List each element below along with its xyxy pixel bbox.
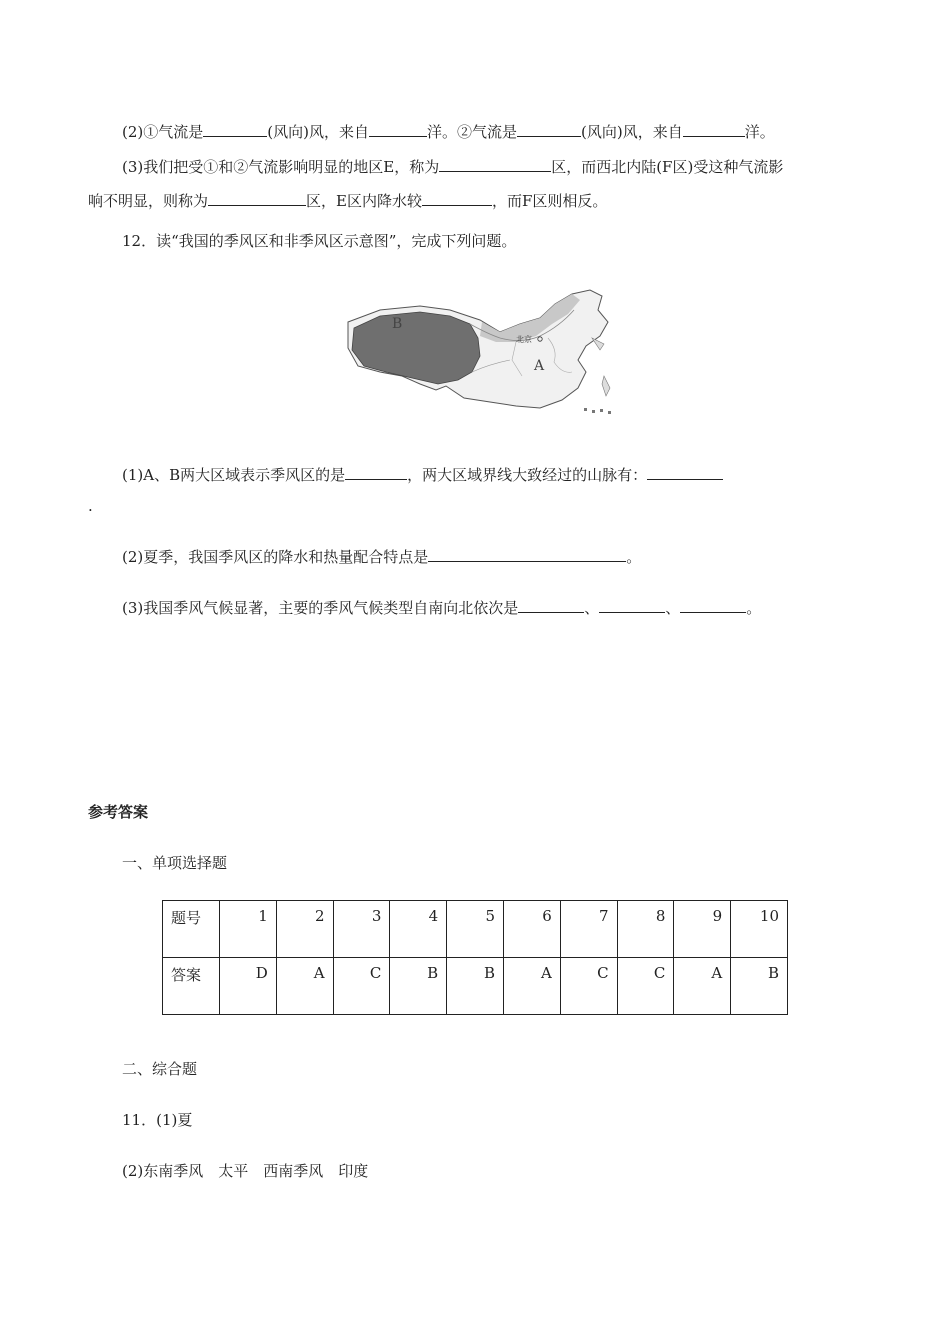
- answer-blank[interactable]: [345, 464, 407, 480]
- q11-part3-line2: 响不明显，则称为 区，E区内降水较 ，而F区则相反。: [88, 192, 608, 210]
- answer-blank[interactable]: [518, 597, 584, 613]
- table-row: [163, 958, 788, 1015]
- map-label-b: B: [392, 316, 403, 332]
- table-cell: 10: [731, 901, 788, 958]
- table-cell: C: [560, 958, 617, 1015]
- section-single-choice: 一、单项选择题: [122, 854, 228, 872]
- monsoon-region-map: [340, 280, 630, 418]
- table-cell: 2: [276, 901, 333, 958]
- table-cell: B: [447, 958, 504, 1015]
- q12-part2: (2)夏季，我国季风区的降水和热量配合特点是 。: [122, 548, 642, 566]
- table-cell: A: [503, 958, 560, 1015]
- answer-blank[interactable]: [422, 190, 492, 206]
- map-label-beijing: 北京: [516, 335, 532, 344]
- table-cell: C: [617, 958, 674, 1015]
- table-cell: 4: [390, 901, 447, 958]
- q12-part3: (3)我国季风气候显著，主要的季风气候类型自南向北依次是 、 、 。: [122, 599, 762, 617]
- table-cell: A: [674, 958, 731, 1015]
- answer-blank[interactable]: [683, 121, 745, 137]
- answer-blank[interactable]: [208, 190, 306, 206]
- answer-blank[interactable]: [203, 121, 267, 137]
- table-header-cell: 题号: [163, 901, 220, 958]
- table-cell: 5: [447, 901, 504, 958]
- answer-11-part1: 11．(1)夏: [122, 1111, 193, 1129]
- q11-part3-line1: (3)我们把受①和②气流影响明显的地区E，称为 区，而西北内陆(F区)受这种气流影: [122, 158, 784, 176]
- answer-table: [162, 900, 788, 1015]
- answer-blank[interactable]: [599, 597, 665, 613]
- q12-part1-continuation: .: [88, 497, 93, 515]
- q11-part2: (2)①气流是 (风向)风，来自 洋。②气流是 (风向)风，来自 洋。: [122, 123, 775, 141]
- table-row: [163, 901, 788, 958]
- table-cell: 1: [220, 901, 277, 958]
- q12-title: 12．读“我国的季风区和非季风区示意图”，完成下列问题。: [122, 232, 517, 250]
- q12-part1: (1)A、B两大区域表示季风区的是 ，两大区域界线大致经过的山脉有：: [122, 464, 723, 485]
- map-label-a: A: [534, 358, 545, 374]
- table-cell: B: [390, 958, 447, 1015]
- table-cell: D: [220, 958, 277, 1015]
- answers-heading: 参考答案: [88, 803, 149, 821]
- answer-blank[interactable]: [647, 464, 723, 480]
- table-cell: 3: [333, 901, 390, 958]
- answer-11-part2: (2)东南季风 太平 西南季风 印度: [122, 1162, 369, 1180]
- table-cell: B: [731, 958, 788, 1015]
- answer-blank[interactable]: [680, 597, 746, 613]
- table-cell: A: [276, 958, 333, 1015]
- answer-blank[interactable]: [369, 121, 427, 137]
- table-cell: C: [333, 958, 390, 1015]
- answer-blank[interactable]: [428, 546, 626, 562]
- answer-blank[interactable]: [439, 156, 551, 172]
- table-header-cell: 答案: [163, 958, 220, 1015]
- table-cell: 6: [503, 901, 560, 958]
- answer-blank[interactable]: [517, 121, 581, 137]
- table-cell: 7: [560, 901, 617, 958]
- table-cell: 8: [617, 901, 674, 958]
- table-cell: 9: [674, 901, 731, 958]
- section-comprehensive: 二、综合题: [122, 1060, 198, 1078]
